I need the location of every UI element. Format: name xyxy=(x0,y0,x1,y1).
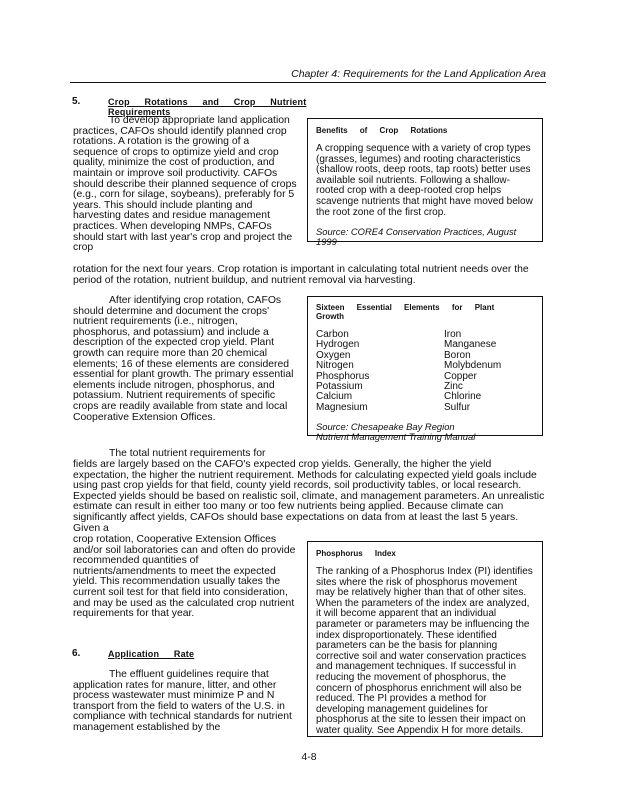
phosphorus-index-box-title: Phosphorus Index xyxy=(316,549,396,558)
section-5-paragraph-1-continued: rotation for the next four years. Crop rotation is important in calculating total nutrient needs over the period of the rotation, nutrient buildup, and nutrient removal via harvesting. xyxy=(73,264,529,286)
element-item: Nitrogen xyxy=(316,360,354,372)
crop-rotations-box xyxy=(307,118,543,248)
elements-column-2 xyxy=(444,330,501,413)
element-item: Molybdenum xyxy=(444,360,502,372)
elements-column-1 xyxy=(316,330,444,413)
section-5-number: 5. xyxy=(72,96,81,107)
element-item: Sulfur xyxy=(444,401,471,413)
section-6-paragraph-1: The effluent guidelines require that application rates for manure, litter, and other process wastewater must minimize P and N transport from the field to waters of the U.S. in compliance with technical standards for nutrient management established by the xyxy=(73,669,292,733)
element-item: Carbon xyxy=(316,329,349,340)
element-item: Phosphorus xyxy=(316,370,370,382)
phosphorus-index-box-text: The ranking of a Phosphorus Index (PI) identifies sites where the risk of phosphorus movement may be relatively higher than that of other sites. When the parameters of the index are analyzed, it will become apparent that an individual parameter or parameters may be influencing the index disproportionately. These identified parameters can be the basis for planning corrective soil and water conservation practices and management techniques. If successful in reducing the movement of phosphorus, the concern of phosphorus enrichment will also be reduced. The PI provides a method for developing management guidelines for phosphorus at the site to lessen their impact on water quality. See Appendix H for more details. xyxy=(316,566,533,736)
essential-elements-box xyxy=(307,296,543,443)
section-5-paragraph-2: After identifying crop rotation, CAFOs should determine and document the crops' nutrient requirements (i.e., nitrogen, phosphorus, and potassium) and include a description of the expected crop yield. Plant growth can require more than 20 chemical elements; 16 of these elements are considered essential for plant growth. The primary essential elements include nitrogen, phosphorus, and potassium. Nutrient requirements of specific crops are readily available from state and local Cooperative Extension Offices. xyxy=(73,295,294,423)
element-item: Chlorine xyxy=(444,391,482,403)
page-number: 4-8 xyxy=(301,751,317,763)
element-item: Copper xyxy=(444,370,477,382)
element-item: Oxygen xyxy=(316,349,351,361)
section-5-paragraph-1: To develop appropriate land application practices, CAFOs should identify planned crop rotations. A rotation is the growing of a sequence of crops to optimize yield and crop quality, minimize the cost of production, and maintain or improve soil productivity. CAFOs should describe their planned sequence of crops (e.g., corn for silage, soybeans), preferably for 5 years. This should include planting and harvesting dates and residue management practices. When developing NMPs, CAFOs should start with last year's crop and project the crop xyxy=(73,115,297,254)
section-6-title: Application Rate xyxy=(108,649,195,659)
section-5-paragraph-3-first-line: The total nutrient requirements for xyxy=(109,448,266,459)
crop-rotations-box-source: Source: CORE4 Conservation Practices, August 1999 xyxy=(316,226,517,248)
section-6-number: 6. xyxy=(72,648,81,659)
crop-rotations-box-title: Benefits of Crop Rotations xyxy=(316,126,448,135)
element-item: Magnesium xyxy=(316,401,368,413)
element-item: Potassium xyxy=(316,381,363,393)
section-5-paragraph-3-narrow: crop rotation, Cooperative Extension Offices and/or soil laboratories can and often do provide recommended quantities of nutrients/amendments to meet the expected yield. This recommendation usually takes the current soil test for that field into consideration, and may be used as the calculated crop nutrient requirements for that year. xyxy=(73,534,296,620)
phosphorus-index-box xyxy=(307,541,543,737)
essential-elements-box-source: Source: Chesapeake Bay Region Nutrient Management Training Manual xyxy=(316,421,476,443)
element-item: Hydrogen xyxy=(316,339,360,351)
element-item: Boron xyxy=(444,349,471,361)
element-item: Iron xyxy=(444,329,462,340)
section-5-paragraph-3-full-width: fields are largely based on the CAFO's expected crop yields. Generally, the higher the yield expectation, the higher the nutrient requirement. Methods for calculating expected yield goals include using past crop yields for that field, county yield records, soil productivity tables, or local research. Expected yields should be based on realistic soil, climate, and management parameters. An unrealistic estimate can result in either too many or too few nutrients being applied. Because climate can significantly affect yields, CAFOs should base expectations on data from at least the last 5 years. Given a xyxy=(73,459,545,534)
essential-elements-list xyxy=(316,330,534,413)
crop-rotations-box-text: A cropping sequence with a variety of crop types (grasses, legumes) and rooting characteristics (shallow roots, deep roots, tap roots) better uses available soil nutrients. Following a shallow-rooted crop with a deep-rooted crop helps scavenge nutrients that might have moved below the root zone of the first crop. xyxy=(316,143,533,218)
header-rule xyxy=(70,82,546,83)
element-item: Manganese xyxy=(444,339,497,351)
element-item: Calcium xyxy=(316,391,353,403)
chapter-header: Chapter 4: Requirements for the Land Application Area xyxy=(291,68,546,80)
essential-elements-box-title: Sixteen Essential Elements for Plant Growth xyxy=(316,303,495,321)
section-5-title: Crop Rotations and Crop Nutrient Requirements xyxy=(108,97,307,117)
element-item: Zinc xyxy=(444,381,463,393)
